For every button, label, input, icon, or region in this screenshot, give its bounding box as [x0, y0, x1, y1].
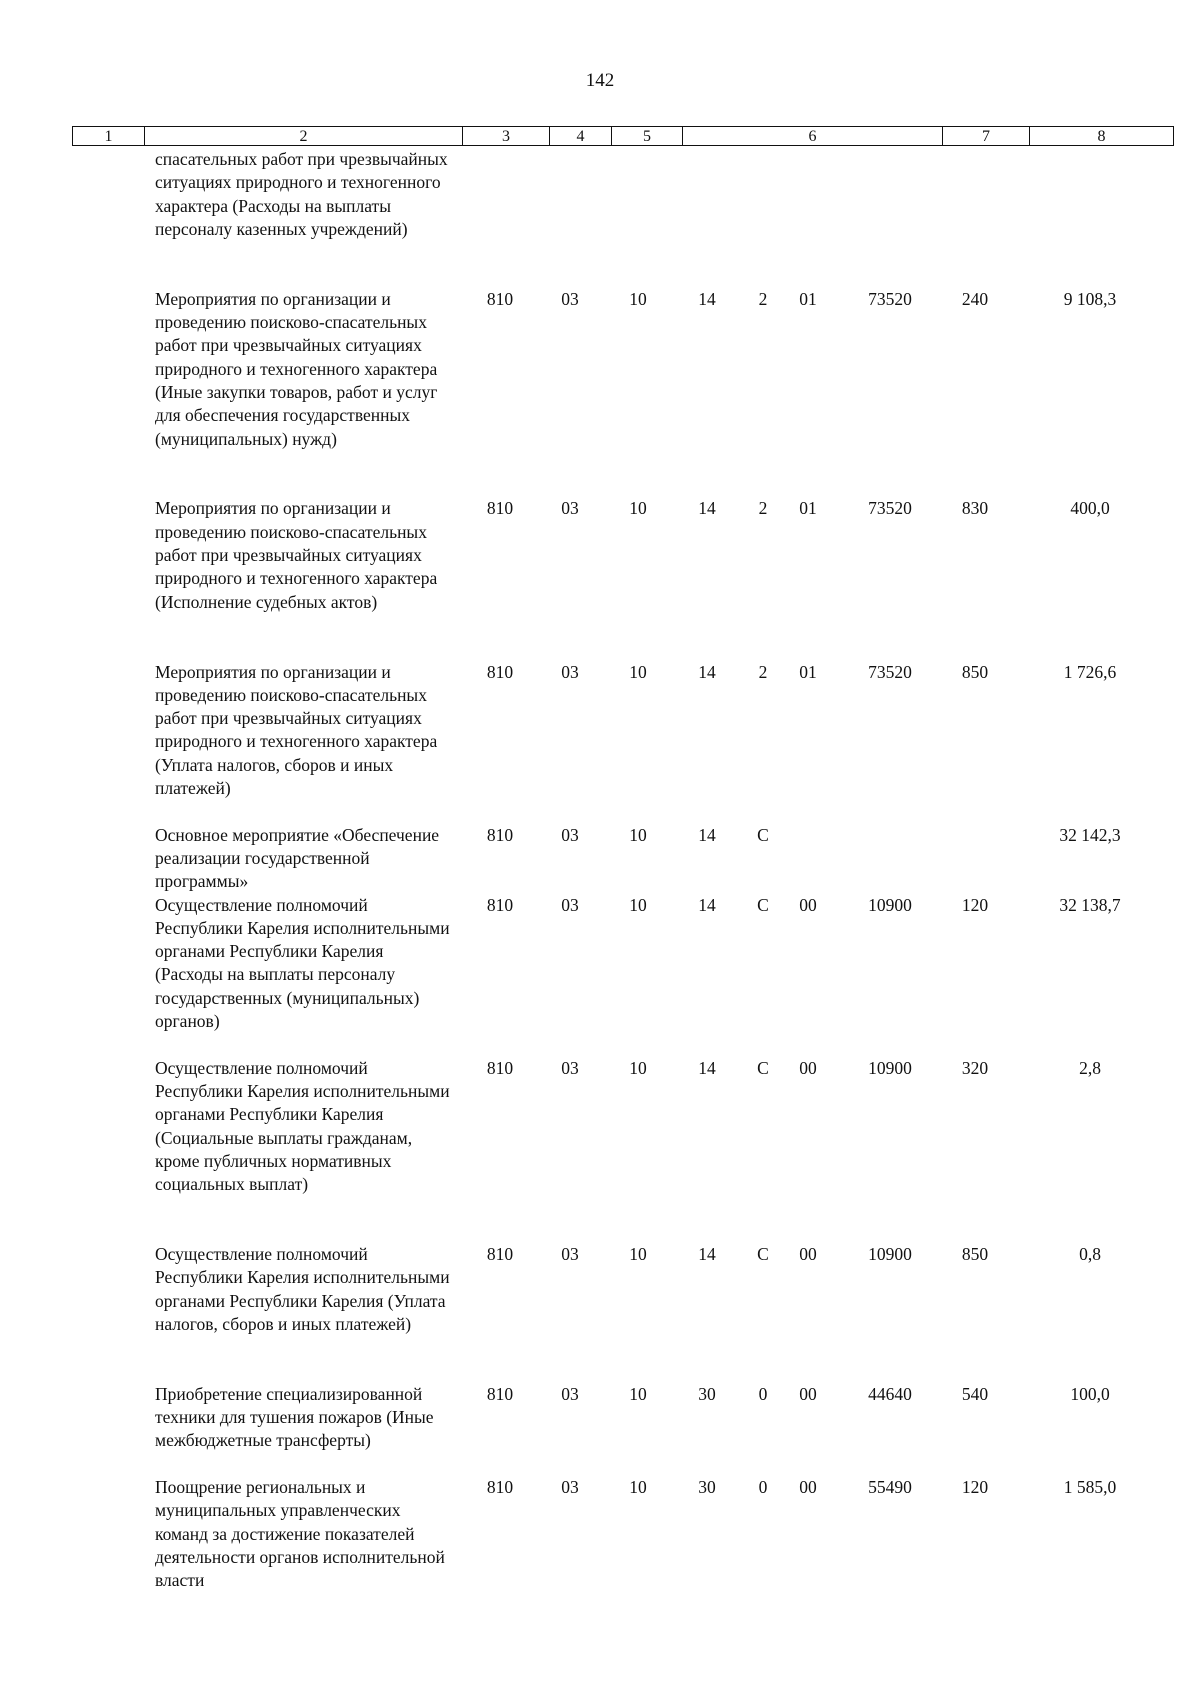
header-col-3: 3 [462, 126, 549, 146]
row-value-4: 30 [698, 1383, 716, 1404]
row-value-5: С [757, 894, 769, 915]
row-value-3: 10 [629, 1057, 647, 1078]
row-description: Мероприятия по организации и проведению поисково-спасательных работ при чрезвычайных ситуациях природного и техногенного характера (Иные закупки товаров, работ и услуг для обеспечения государственных (муниципальных) нужд) [155, 288, 438, 449]
row-value-2: 03 [561, 1477, 579, 1498]
row-value-6: 00 [799, 1057, 817, 1078]
page-number: 142 [585, 70, 615, 91]
table-row [0, 288, 1200, 498]
row-description: Мероприятия по организации и проведению поисково-спасательных работ при чрезвычайных ситуациях природного и техногенного характера (Уплата налогов, сборов и иных платежей) [155, 661, 438, 799]
row-value-1: 810 [486, 1477, 514, 1498]
row-value-9: 400,0 [1070, 498, 1110, 519]
row-value-7: 44640 [868, 1383, 912, 1404]
row-value-5: 2 [758, 498, 768, 519]
row-value-8: 830 [961, 498, 989, 519]
row-value-3: 10 [629, 1244, 647, 1265]
table-row [0, 148, 1200, 288]
header-col-5: 5 [611, 126, 682, 146]
row-value-5: 0 [758, 1383, 768, 1404]
row-value-8: 320 [961, 1057, 989, 1078]
row-value-5: 0 [758, 1477, 768, 1498]
row-value-7: 73520 [868, 661, 912, 682]
row-value-7: 73520 [868, 498, 912, 519]
row-value-4: 14 [698, 824, 716, 845]
header-col-4: 4 [549, 126, 611, 146]
row-value-2: 03 [561, 1383, 579, 1404]
row-value-4: 14 [698, 1057, 716, 1078]
row-value-8: 120 [961, 894, 989, 915]
header-col-8: 8 [1029, 126, 1174, 146]
row-value-2: 03 [561, 498, 579, 519]
table-row [0, 894, 1200, 1057]
row-value-5: С [757, 1244, 769, 1265]
row-value-1: 810 [486, 288, 514, 309]
row-value-3: 10 [629, 824, 647, 845]
table-row [0, 661, 1200, 824]
row-value-7: 10900 [868, 1244, 912, 1265]
row-value-5: 2 [758, 661, 768, 682]
row-value-3: 10 [629, 894, 647, 915]
table-row [0, 824, 1200, 894]
row-description: Приобретение специализированной техники для тушения пожаров (Иные межбюджетные трансферты) [155, 1383, 434, 1451]
table-row [0, 1057, 1200, 1243]
header-col-2: 2 [144, 126, 462, 146]
row-value-7: 10900 [868, 1057, 912, 1078]
row-value-3: 10 [629, 288, 647, 309]
row-description: Мероприятия по организации и проведению поисково-спасательных работ при чрезвычайных ситуациях природного и техногенного характера (Исполнение судебных актов) [155, 498, 438, 612]
header-col-7: 7 [942, 126, 1029, 146]
row-value-1: 810 [486, 1383, 514, 1404]
row-value-7: 10900 [868, 894, 912, 915]
row-value-2: 03 [561, 288, 579, 309]
row-value-4: 14 [698, 894, 716, 915]
table-row [0, 1476, 1200, 1593]
table-row [0, 1383, 1200, 1476]
row-value-9: 32 138,7 [1059, 894, 1121, 915]
row-value-2: 03 [561, 1244, 579, 1265]
header-col-1: 1 [72, 126, 144, 146]
row-value-9: 32 142,3 [1059, 824, 1121, 845]
row-description: Основное мероприятие «Обеспечение реализации государственной программы» [155, 824, 440, 892]
row-value-9: 9 108,3 [1063, 288, 1117, 309]
row-value-1: 810 [486, 824, 514, 845]
row-value-2: 03 [561, 661, 579, 682]
row-value-6: 00 [799, 1244, 817, 1265]
row-value-2: 03 [561, 894, 579, 915]
row-value-8: 850 [961, 661, 989, 682]
row-value-3: 10 [629, 661, 647, 682]
row-value-6: 01 [799, 661, 817, 682]
row-value-3: 10 [629, 498, 647, 519]
row-description: спасательных работ при чрезвычайных ситуациях природного и техногенного характера (Расходы на выплаты персоналу казенных учреждений) [155, 149, 448, 239]
row-value-6: 00 [799, 1383, 817, 1404]
row-value-8: 120 [961, 1477, 989, 1498]
row-value-3: 10 [629, 1477, 647, 1498]
row-value-2: 03 [561, 1057, 579, 1078]
table-row [0, 1243, 1200, 1383]
row-value-3: 10 [629, 1383, 647, 1404]
row-value-8: 240 [961, 288, 989, 309]
row-value-5: 2 [758, 288, 768, 309]
row-value-4: 14 [698, 1244, 716, 1265]
row-description: Поощрение региональных и муниципальных управленческих команд за достижение показателей деятельности органов исполнительной власти [155, 1477, 445, 1591]
table-row [0, 497, 1200, 660]
row-value-1: 810 [486, 661, 514, 682]
row-value-1: 810 [486, 1057, 514, 1078]
row-value-6: 00 [799, 1477, 817, 1498]
row-value-4: 30 [698, 1477, 716, 1498]
header-col-6: 6 [682, 126, 942, 146]
row-description: Осуществление полномочий Республики Карелия исполнительными органами Республики Карелия (Социальные выплаты гражданам, кроме публичных нормативных социальных выплат) [155, 1057, 450, 1195]
row-value-9: 1 726,6 [1063, 661, 1117, 682]
row-value-8: 540 [961, 1383, 989, 1404]
row-value-6: 01 [799, 498, 817, 519]
table-header [72, 126, 1174, 148]
table-body [0, 148, 1200, 1593]
row-description: Осуществление полномочий Республики Карелия исполнительными органами Республики Карелия (Уплата налогов, сборов и иных платежей) [155, 1244, 450, 1334]
row-value-5: С [757, 1057, 769, 1078]
row-value-4: 14 [698, 498, 716, 519]
row-value-1: 810 [486, 894, 514, 915]
row-value-6: 00 [799, 894, 817, 915]
row-value-1: 810 [486, 498, 514, 519]
row-value-4: 14 [698, 288, 716, 309]
row-value-9: 1 585,0 [1063, 1477, 1117, 1498]
row-value-7: 55490 [868, 1477, 912, 1498]
row-value-9: 2,8 [1079, 1057, 1101, 1078]
row-value-1: 810 [486, 1244, 514, 1265]
row-value-9: 0,8 [1079, 1244, 1101, 1265]
row-value-5: С [757, 824, 769, 845]
row-value-6: 01 [799, 288, 817, 309]
row-value-8: 850 [961, 1244, 989, 1265]
row-value-7: 73520 [868, 288, 912, 309]
row-value-4: 14 [698, 661, 716, 682]
row-value-9: 100,0 [1070, 1383, 1110, 1404]
row-description: Осуществление полномочий Республики Карелия исполнительными органами Республики Карелия (Расходы на выплаты персоналу государственных (муниципальных) органов) [155, 894, 450, 1032]
row-value-2: 03 [561, 824, 579, 845]
